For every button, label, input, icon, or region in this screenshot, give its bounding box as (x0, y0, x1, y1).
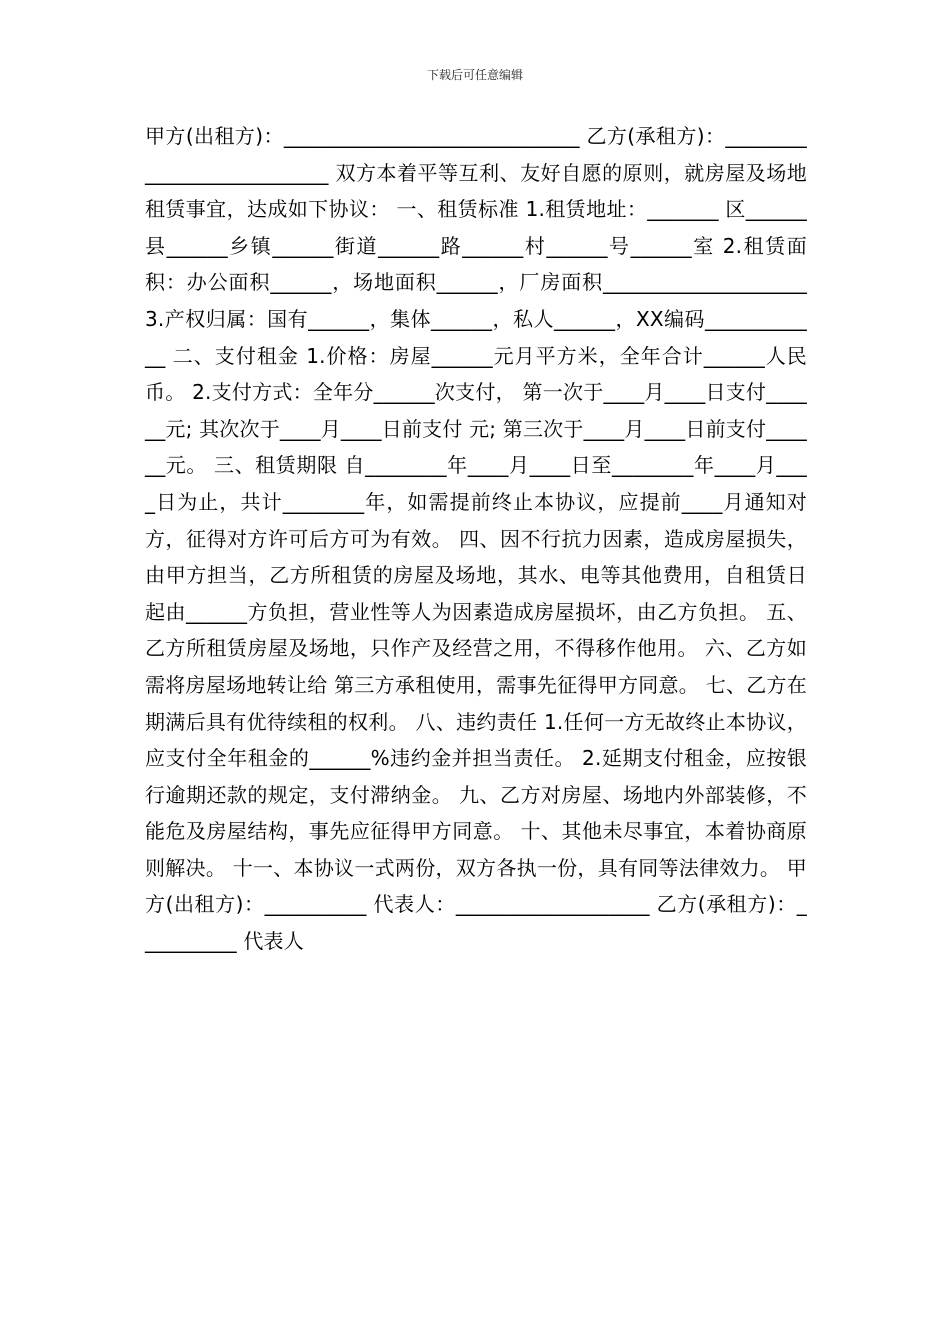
contract-body-text: 甲方(出租方)：_____________________________ 乙方(承租方)：__________________________ 双方本着平等互利、友好自愿的原则，就房屋及场地租赁事宜，达成如下协议： 一、租赁标准 1.租赁地址：_______ 区______县______乡镇______街道______路______村______号______室 2.租赁面积：办公面积______，场地面积______，厂房面积____________________ 3.产权归属：国有______，集体______，私人______，XX编码____________ 二、支付租金 1.价格：房屋______元月平方米，全年合计______人民币。 2.支付方式：全年分______次支付， 第一次于____月____日支付______元; 其次次于____月____日前支付 元; 第三次于____月____日前支付______元。 三、租赁期限 自________年____月____日至________年____月____日为止，共计________年，如需提前终止本协议，应提前____月通知对方，征得对方许可后方可为有效。 四、因不行抗力因素，造成房屋损失，由甲方担当，乙方所租赁的房屋及场地，其水、电等其他费用，自租赁日起由______方负担，营业性等人为因素造成房屋损坏，由乙方负担。 五、乙方所租赁房屋及场地，只作产及经营之用，不得移作他用。 六、乙方如需将房屋场地转让给 第三方承租使用，需事先征得甲方同意。 七、乙方在期满后具有优待续租的权利。 八、违约责任 1.任何一方无故终止本协议，应支付全年租金的______%违约金并担当责任。 2.延期支付租金，应按银行逾期还款的规定，支付滞纳金。 九、乙方对房屋、场地内外部装修，不能危及房屋结构，事先应征得甲方同意。 十、其他未尽事宜，本着协商原则解决。 十一、本协议一式两份，双方各执一份，具有同等法律效力。 甲方(出租方)：__________ 代表人：___________________ 乙方(承租方)：__________ 代表人 (145, 124, 807, 954)
page-header: 下载后可任意编辑 (426, 68, 523, 82)
